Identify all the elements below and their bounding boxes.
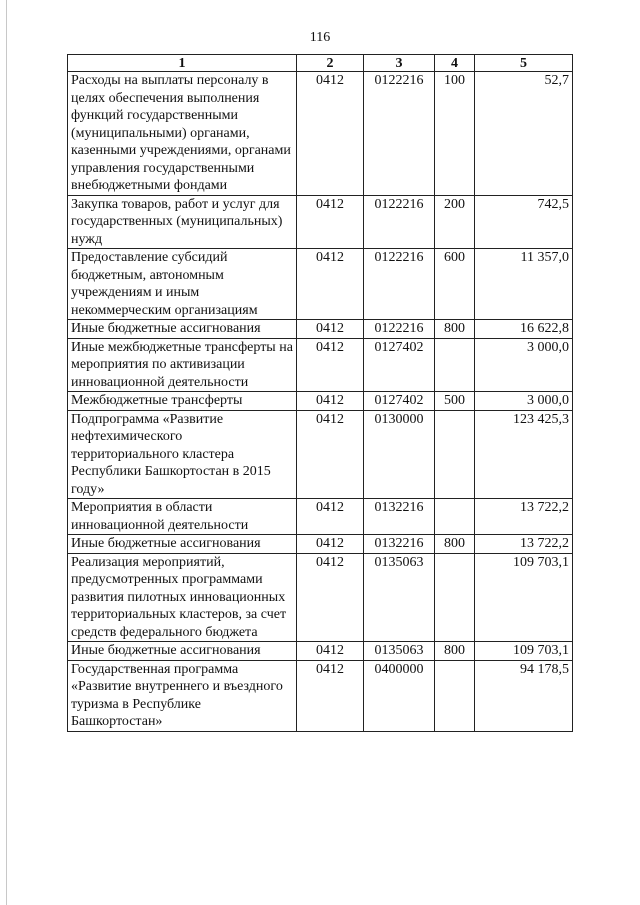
row-expense-type-cell: 800 — [435, 320, 475, 339]
row-article-code-cell: 0127402 — [364, 392, 435, 411]
row-expense-type-cell: 800 — [435, 535, 475, 554]
table-row — [68, 660, 573, 731]
table-row — [68, 195, 573, 249]
row-amount-cell: 3 000,0 — [475, 392, 573, 411]
row-name-cell: Мероприятия в области инновационной деятельности — [68, 499, 297, 535]
table-row — [68, 499, 573, 535]
column-header: 4 — [435, 55, 475, 72]
table-row — [68, 553, 573, 642]
row-article-code-cell: 0122216 — [364, 320, 435, 339]
row-amount-cell: 123 425,3 — [475, 410, 573, 499]
row-article-code-cell: 0132216 — [364, 535, 435, 554]
row-section-code-cell: 0412 — [297, 642, 364, 661]
table-row — [68, 72, 573, 196]
table-row — [68, 338, 573, 392]
table-row — [68, 535, 573, 554]
row-amount-cell: 16 622,8 — [475, 320, 573, 339]
row-section-code-cell: 0412 — [297, 660, 364, 731]
row-expense-type-cell — [435, 338, 475, 392]
row-amount-cell: 13 722,2 — [475, 535, 573, 554]
row-article-code-cell: 0400000 — [364, 660, 435, 731]
table-row — [68, 642, 573, 661]
row-article-code-cell: 0135063 — [364, 553, 435, 642]
row-amount-cell: 742,5 — [475, 195, 573, 249]
row-name-cell: Предоставление субсидий бюджетным, автономным учреждениям и иным некоммерческим организациям — [68, 249, 297, 320]
page-number: 116 — [309, 30, 331, 45]
table-row — [68, 320, 573, 339]
row-amount-cell: 94 178,5 — [475, 660, 573, 731]
row-name-cell: Иные бюджетные ассигнования — [68, 320, 297, 339]
table-body — [68, 72, 573, 732]
row-amount-cell: 11 357,0 — [475, 249, 573, 320]
row-name-cell: Межбюджетные трансферты — [68, 392, 297, 411]
row-expense-type-cell: 500 — [435, 392, 475, 411]
row-article-code-cell: 0135063 — [364, 642, 435, 661]
row-expense-type-cell — [435, 660, 475, 731]
row-expense-type-cell: 200 — [435, 195, 475, 249]
row-amount-cell: 109 703,1 — [475, 642, 573, 661]
row-section-code-cell: 0412 — [297, 72, 364, 196]
budget-table — [67, 54, 573, 732]
row-expense-type-cell — [435, 553, 475, 642]
row-section-code-cell: 0412 — [297, 249, 364, 320]
row-name-cell: Закупка товаров, работ и услуг для государственных (муниципальных) нужд — [68, 195, 297, 249]
column-header: 2 — [297, 55, 364, 72]
row-article-code-cell: 0122216 — [364, 195, 435, 249]
row-article-code-cell: 0132216 — [364, 499, 435, 535]
row-section-code-cell: 0412 — [297, 553, 364, 642]
row-section-code-cell: 0412 — [297, 338, 364, 392]
row-section-code-cell: 0412 — [297, 499, 364, 535]
row-name-cell: Иные бюджетные ассигнования — [68, 535, 297, 554]
column-header: 3 — [364, 55, 435, 72]
row-expense-type-cell — [435, 410, 475, 499]
row-amount-cell: 52,7 — [475, 72, 573, 196]
row-section-code-cell: 0412 — [297, 410, 364, 499]
row-name-cell: Расходы на выплаты персоналу в целях обеспечения выполнения функций государственными (муниципальными) органами, казенными учреждениями, органами управления государственными внебюджетными фондами — [68, 72, 297, 196]
row-name-cell: Реализация мероприятий, предусмотренных программами развития пилотных инновационных территориальных кластеров, за счет средств федерального бюджета — [68, 553, 297, 642]
row-expense-type-cell: 800 — [435, 642, 475, 661]
row-amount-cell: 3 000,0 — [475, 338, 573, 392]
row-section-code-cell: 0412 — [297, 320, 364, 339]
table-row — [68, 410, 573, 499]
row-name-cell: Подпрограмма «Развитие нефтехимического территориального кластера Республики Башкортостан в 2015 году» — [68, 410, 297, 499]
row-amount-cell: 13 722,2 — [475, 499, 573, 535]
row-article-code-cell: 0130000 — [364, 410, 435, 499]
row-name-cell: Иные бюджетные ассигнования — [68, 642, 297, 661]
table-header-row — [68, 55, 573, 72]
column-header: 5 — [475, 55, 573, 72]
row-amount-cell: 109 703,1 — [475, 553, 573, 642]
row-article-code-cell: 0127402 — [364, 338, 435, 392]
row-expense-type-cell: 600 — [435, 249, 475, 320]
row-article-code-cell: 0122216 — [364, 249, 435, 320]
column-header: 1 — [68, 55, 297, 72]
row-name-cell: Государственная программа «Развитие внутреннего и въездного туризма в Республике Башкортостан» — [68, 660, 297, 731]
page-edge — [6, 0, 7, 905]
table-row — [68, 392, 573, 411]
table-row — [68, 249, 573, 320]
row-section-code-cell: 0412 — [297, 392, 364, 411]
row-section-code-cell: 0412 — [297, 195, 364, 249]
row-name-cell: Иные межбюджетные трансферты на мероприятия по активизации инновационной деятельности — [68, 338, 297, 392]
row-expense-type-cell: 100 — [435, 72, 475, 196]
row-section-code-cell: 0412 — [297, 535, 364, 554]
row-article-code-cell: 0122216 — [364, 72, 435, 196]
row-expense-type-cell — [435, 499, 475, 535]
